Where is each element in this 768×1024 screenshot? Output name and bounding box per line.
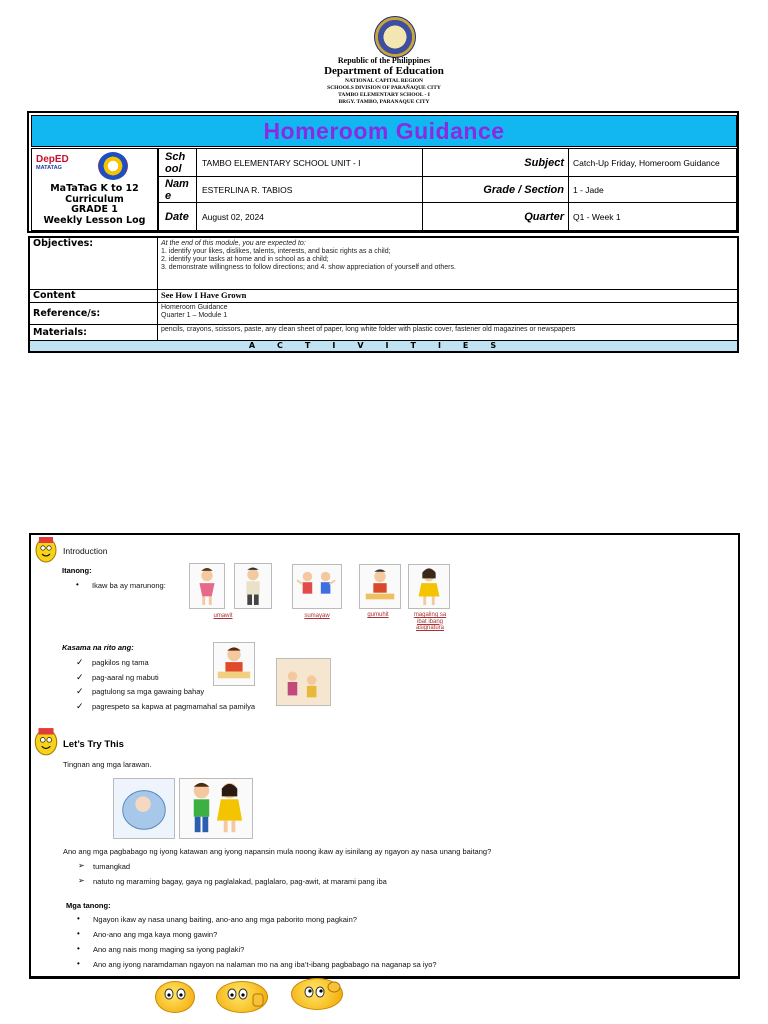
- curriculum-line-3: GRADE 1: [71, 204, 118, 215]
- grade-label: Grade / Section: [483, 183, 564, 196]
- subject-value: Catch-Up Friday, Homeroom Guidance: [573, 157, 720, 168]
- subject-label: Subject: [524, 156, 564, 169]
- drawing-child-image: [359, 564, 401, 609]
- itanong-question: Ikaw ba ay marunong:: [92, 581, 166, 590]
- pencil-mascot-icon: [34, 727, 58, 757]
- department-line: Department of Education: [324, 65, 444, 77]
- curriculum-line-2: Curriculum: [65, 193, 124, 205]
- caption-asignatura: magaling sa ibat ibang asignatura: [413, 612, 447, 631]
- check-icon: ✓: [76, 657, 84, 667]
- curriculum-line-1: MaTaTaG K to 12: [50, 183, 139, 194]
- caption-umawit: umawit: [213, 613, 233, 619]
- lets-try-heading: Let’s Try This: [63, 739, 124, 750]
- dancing-children-icon: [293, 565, 341, 608]
- deped-logo-icon: [36, 154, 88, 178]
- subject-label-cell: [422, 148, 569, 177]
- thinking-face-icon: [292, 979, 342, 1009]
- quarter-value-cell: [568, 202, 737, 231]
- objective-3: 3. demonstrate willingness to follow directions; and 4. show appreciation of yourself and others.: [161, 264, 456, 271]
- date-label: Date: [165, 210, 189, 223]
- grade-value: 1 - Jade: [573, 184, 604, 195]
- arrow-bullet-icon: ➢: [78, 876, 85, 885]
- references-label: Reference/s:: [30, 303, 158, 325]
- drawing-child-icon: [360, 565, 400, 608]
- check-icon: ✓: [76, 672, 84, 682]
- matatag-logo-text: MATATAG: [36, 165, 62, 171]
- school-line: TAMBO ELEMENTARY SCHOOL - I: [338, 92, 430, 98]
- content-value: See How I Have Grown: [158, 290, 737, 303]
- thumbs-up-emoji-icon: [216, 981, 268, 1013]
- dancing-children-image: [292, 564, 342, 609]
- subject-value-cell: [568, 148, 737, 177]
- matatag-logo-icon: [98, 152, 128, 180]
- bullet-dot: •: [77, 929, 80, 938]
- school-label-cell: [158, 148, 197, 177]
- bullet-dot: •: [77, 944, 80, 953]
- objective-1: 1. identify your likes, dislikes, talents, interests, and basic rights as a child;: [161, 248, 391, 255]
- school-value: TAMBO ELEMENTARY SCHOOL UNIT - I: [202, 157, 361, 168]
- studious-child-icon: [409, 565, 449, 608]
- name-label-cell: [158, 176, 197, 203]
- quarter-label-cell: [422, 202, 569, 231]
- arrow-bullet-icon: ➢: [78, 861, 85, 870]
- kasama-label: Kasama na rito ang:: [62, 643, 134, 652]
- introduction-heading: Introduction: [63, 546, 108, 556]
- tanong-item: Ano ang iyong naramdaman ngayon na nalaman mo na ang iba’t-ibang pagbabago na naganap sa iyo?: [93, 960, 437, 969]
- changes-question: Ano ang mga pagbabago ng iyong katawan ang iyong napansin mula noong ikaw ay isinilang ay ngayon ay nasa unang baitang?: [63, 847, 492, 856]
- objectives-intro: At the end of this module, you are expected to:: [161, 240, 306, 247]
- baby-image: [113, 778, 175, 839]
- reference-1: Homeroom Guidance: [161, 304, 228, 311]
- kasama-item: pagrespeto sa kapwa at pagmamahal sa pamilya: [92, 702, 256, 711]
- tingnan-text: Tingnan ang mga larawan.: [63, 760, 152, 769]
- address-line: BRGY. TAMBO, PARANAQUE CITY: [338, 99, 430, 105]
- curriculum-line-4: Weekly Lesson Log: [43, 214, 146, 226]
- name-value: ESTERLINA R. TABIOS: [202, 184, 293, 195]
- caption-sumayaw: sumayaw: [304, 613, 330, 619]
- date-value-cell: [196, 202, 423, 231]
- singing-child-icon: [190, 564, 224, 608]
- kasama-item: pagkilos ng tama: [92, 658, 149, 667]
- boy-singing-image: [234, 563, 272, 609]
- materials-label: Materials:: [30, 325, 158, 341]
- quarter-value: Q1 - Week 1: [573, 211, 621, 222]
- bullet-dot: •: [76, 580, 79, 589]
- caption-gumuhit: gumuhit: [367, 612, 389, 618]
- republic-line: Republic of the Philippines: [337, 56, 431, 65]
- studying-child-image: [213, 642, 255, 686]
- studying-child-icon: [214, 643, 254, 685]
- grade-one-children-image: [179, 778, 253, 839]
- reference-2: Quarter 1 – Module 1: [161, 312, 228, 319]
- change-item: natuto ng maraming bagay, gaya ng paglalakad, paglalaro, pag-awit, at marami pang iba: [93, 877, 387, 886]
- region-line: NATIONAL CAPITAL REGION: [344, 78, 424, 84]
- kasama-item: pagtulong sa mga gawaing bahay: [92, 687, 205, 696]
- check-icon: ✓: [76, 701, 84, 711]
- sad-emoji-icon: [155, 981, 195, 1013]
- grade-value-cell: [568, 176, 737, 203]
- objective-2: 2. identify your tasks at home and in school as a child;: [161, 256, 329, 263]
- content-label: Content: [30, 290, 158, 303]
- school-label: School: [165, 150, 186, 175]
- tanong-item: Ano-ano ang mga kaya mong gawin?: [93, 930, 218, 939]
- itanong-label: Itanong:: [62, 566, 92, 575]
- thumbs-up-face-icon: [217, 982, 267, 1012]
- date-value: August 02, 2024: [202, 211, 264, 222]
- check-icon: ✓: [76, 686, 84, 696]
- bullet-dot: •: [77, 914, 80, 923]
- materials-value: pencils, crayons, scissors, paste, any clean sheet of paper, long white folder with plastic cover, fastener old magazines or newspapers: [158, 325, 737, 341]
- activities-banner: ACTIVITIES: [30, 341, 737, 351]
- family-image: [276, 658, 331, 706]
- name-label: Name: [165, 177, 189, 202]
- school-value-cell: [196, 148, 423, 177]
- tanong-item: Ngayon ikaw ay nasa unang baiting, ano-ano ang mga paborito mong pagkain?: [93, 915, 357, 924]
- singing-child-image: [189, 563, 225, 609]
- curriculum-label: [31, 184, 158, 226]
- sad-face-icon: [156, 982, 194, 1012]
- date-label-cell: [158, 202, 197, 231]
- grade-one-children-icon: [180, 779, 252, 838]
- kasama-item: pag-aaral ng mabuti: [92, 673, 159, 682]
- thinking-emoji-icon: [291, 978, 343, 1010]
- deped-seal-icon: [374, 16, 416, 58]
- bullet-dot: •: [77, 959, 80, 968]
- quarter-label: Quarter: [524, 210, 564, 223]
- studious-child-image: [408, 564, 450, 609]
- tanong-label: Mga tanong:: [66, 901, 111, 910]
- tanong-item: Ano ang nais mong maging sa iyong paglaki?: [93, 945, 245, 954]
- objectives-cell: [158, 238, 737, 290]
- pencil-mascot-icon: [35, 536, 57, 564]
- change-item: tumangkad: [93, 862, 131, 871]
- objectives-label: Objectives:: [30, 238, 158, 290]
- grade-label-cell: [422, 176, 569, 203]
- page-title: Homeroom Guidance: [263, 118, 505, 144]
- title-bar: [31, 115, 737, 147]
- name-value-cell: [196, 176, 423, 203]
- division-line: SCHOOLS DIVISION OF PARAÑAQUE CITY: [327, 85, 441, 91]
- deped-logo-text: DepED: [36, 154, 69, 165]
- boy-singing-icon: [235, 564, 271, 608]
- baby-icon: [114, 779, 174, 838]
- family-icon: [277, 659, 330, 705]
- references-cell: [158, 303, 737, 325]
